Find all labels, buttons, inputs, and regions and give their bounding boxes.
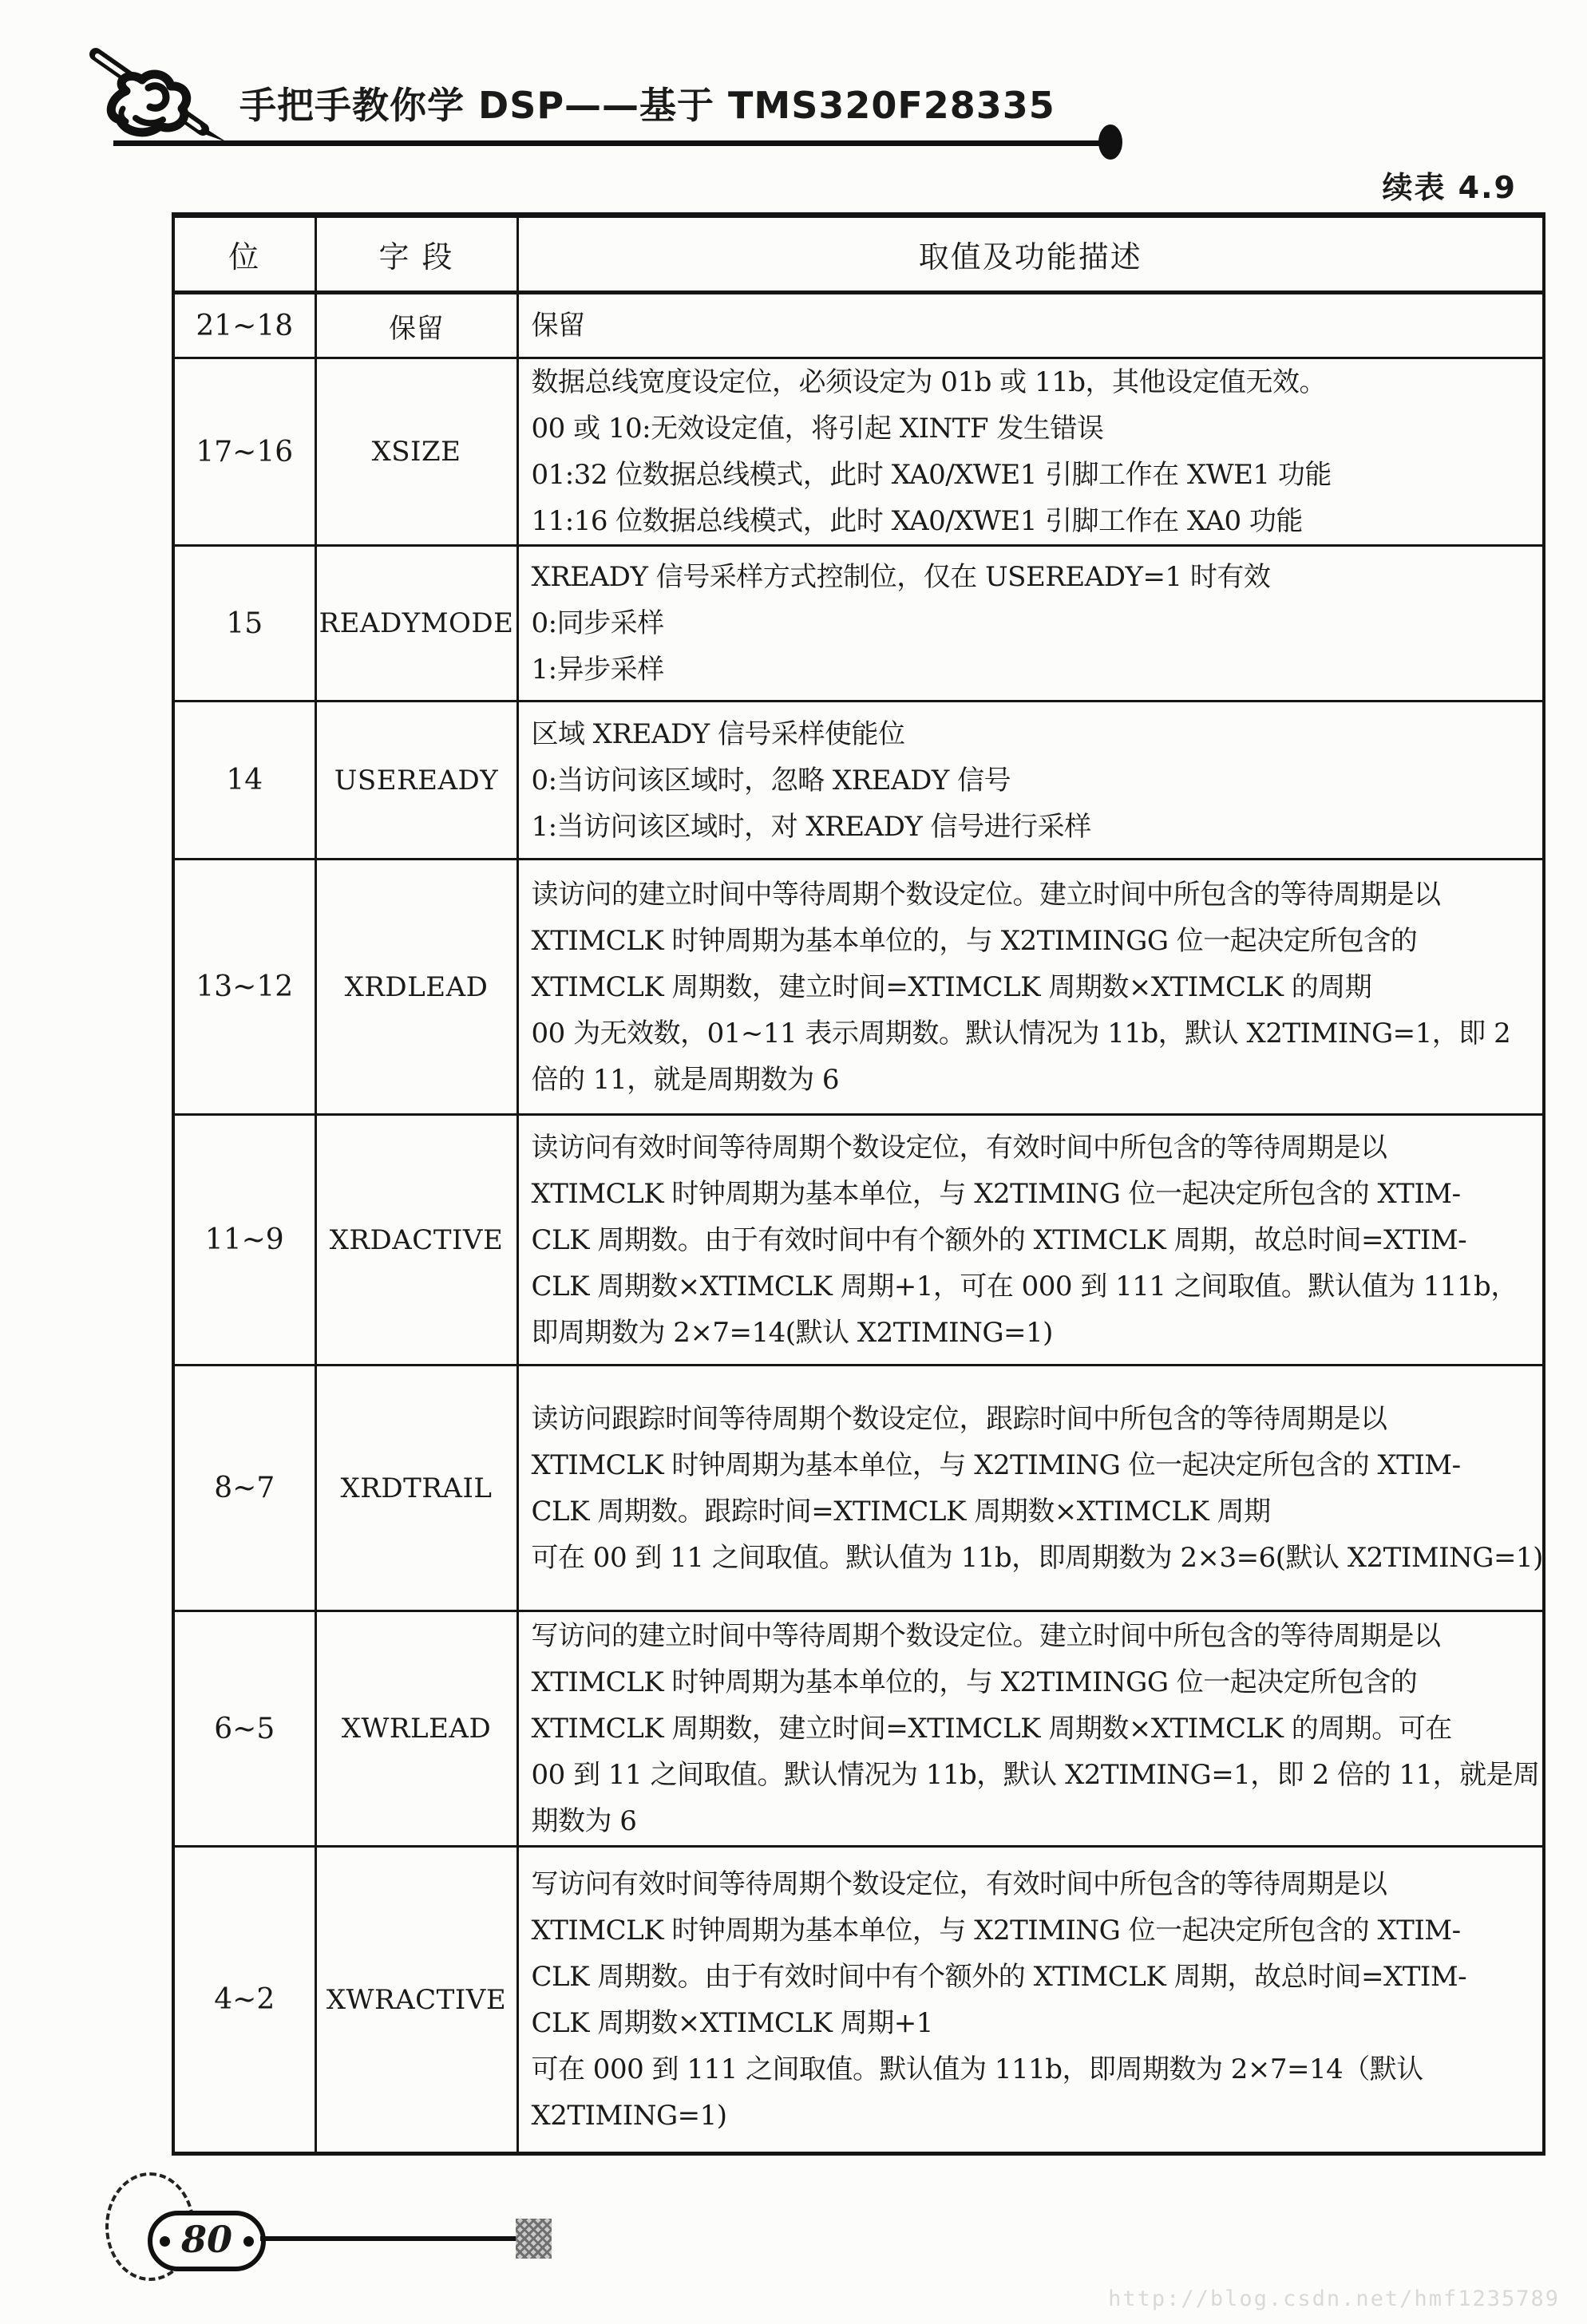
desc-line: CLK 周期数×XTIMCLK 周期+1 [531, 2006, 933, 2039]
col-header-bits: 位 [173, 215, 315, 293]
desc-line: 可在 000 到 111 之间取值。默认值为 111b，即周期数为 2×7=14（默认 [531, 2053, 1423, 2085]
hatched-square-icon [516, 2219, 552, 2259]
page-number: 80 [180, 2218, 232, 2261]
desc-cell [517, 358, 1544, 546]
desc-cell [517, 1847, 1544, 2154]
desc-cell [517, 860, 1544, 1115]
desc-cell [517, 1611, 1544, 1847]
col-header-field: 字 段 [315, 215, 517, 293]
register-bitfield-table [172, 212, 1545, 2156]
field-cell: XRDTRAIL [315, 1366, 517, 1611]
table-row [173, 546, 1544, 702]
desc-line: XTIMCLK 时钟周期为基本单位的，与 X2TIMINGG 位一起决定所包含的 [531, 924, 1418, 957]
desc-line: CLK 周期数。由于有效时间中有个额外的 XTIMCLK 周期，故总时间=XTIM- [531, 1960, 1467, 1993]
header-rule [113, 140, 1110, 146]
header-rule-end-dot [1098, 125, 1122, 160]
desc-line: 写访问有效时间等待周期个数设定位，有效时间中所包含的等待周期是以 [531, 1868, 1387, 1900]
desc-line: 倍的 11，就是周期数为 6 [531, 1063, 840, 1096]
desc-line: 00 或 10:无效设定值，将引起 XINTF 发生错误 [531, 413, 1104, 445]
desc-line: 保留 [531, 310, 585, 342]
desc-line: XTIMCLK 周期数，建立时间=XTIMCLK 周期数×XTIMCLK 的周期。可在 [531, 1713, 1452, 1745]
bits-cell: 8~7 [173, 1366, 315, 1611]
bits-cell: 11~9 [173, 1115, 315, 1366]
bits-cell: 4~2 [173, 1847, 315, 2154]
desc-line: 读访问的建立时间中等待周期个数设定位。建立时间中所包含的等待周期是以 [531, 878, 1441, 911]
book-title: 手把手教你学 DSP——基于 TMS320F28335 [239, 84, 1055, 127]
desc-cell [517, 293, 1544, 358]
desc-cell [517, 702, 1544, 860]
field-cell: XRDLEAD [315, 860, 517, 1115]
bits-cell: 17~16 [173, 358, 315, 546]
writing-hand-icon [46, 42, 260, 193]
desc-line: 0:同步采样 [531, 607, 664, 639]
table-row [173, 293, 1544, 358]
pill-right-dot [243, 2236, 254, 2247]
page-number-pill [148, 2211, 266, 2271]
table-header-row [173, 215, 1544, 293]
desc-line: 写访问的建立时间中等待周期个数设定位。建立时间中所包含的等待周期是以 [531, 1620, 1441, 1652]
table-row [173, 1115, 1544, 1366]
desc-line: 1:异步采样 [531, 654, 664, 686]
field-cell: XWRLEAD [315, 1611, 517, 1847]
desc-cell [517, 546, 1544, 702]
desc-line: XTIMCLK 时钟周期为基本单位，与 X2TIMING 位一起决定所包含的 XTIM- [531, 1449, 1461, 1481]
desc-line: 即周期数为 2×7=14(默认 X2TIMING=1) [531, 1316, 1053, 1349]
table-row [173, 1847, 1544, 2154]
field-cell: USEREADY [315, 702, 517, 860]
desc-line: X2TIMING=1) [531, 2099, 727, 2132]
desc-line: 期数为 6 [531, 1805, 637, 1837]
col-header-desc: 取值及功能描述 [517, 215, 1544, 293]
table-row [173, 358, 1544, 546]
desc-line: 00 为无效数，01~11 表示周期数。默认情况为 11b，默认 X2TIMING=1，即 2 [531, 1017, 1511, 1049]
field-cell: XRDACTIVE [315, 1115, 517, 1366]
bits-cell: 13~12 [173, 860, 315, 1115]
desc-line: 11:16 位数据总线模式，此时 XA0/XWE1 引脚工作在 XA0 功能 [531, 505, 1303, 537]
desc-line: XTIMCLK 时钟周期为基本单位，与 X2TIMING 位一起决定所包含的 XTIM- [531, 1914, 1461, 1947]
table-row [173, 860, 1544, 1115]
table-row [173, 1611, 1544, 1847]
table-row [173, 1366, 1544, 1611]
desc-line: 数据总线宽度设定位，必须设定为 01b 或 11b，其他设定值无效。 [531, 366, 1326, 398]
field-cell: 保留 [315, 293, 517, 358]
field-cell: XSIZE [315, 358, 517, 546]
desc-line: XREADY 信号采样方式控制位，仅在 USEREADY=1 时有效 [531, 561, 1271, 593]
desc-line: 读访问跟踪时间等待周期个数设定位，跟踪时间中所包含的等待周期是以 [531, 1402, 1387, 1435]
desc-line: 可在 00 到 11 之间取值。默认值为 11b，即周期数为 2×3=6(默认 X2TIMING=1) [531, 1541, 1543, 1574]
footer-rule [260, 2236, 517, 2241]
bits-cell: 21~18 [173, 293, 315, 358]
table-row [173, 702, 1544, 860]
table-caption: 续表 4.9 [1382, 170, 1517, 205]
pill-left-dot [160, 2236, 170, 2247]
desc-line: CLK 周期数×XTIMCLK 周期+1，可在 000 到 111 之间取值。默认值为 111b， [531, 1270, 1518, 1302]
desc-line: XTIMCLK 时钟周期为基本单位的，与 X2TIMINGG 位一起决定所包含的 [531, 1666, 1418, 1698]
desc-line: 区域 XREADY 信号采样使能位 [531, 717, 905, 750]
watermark-url: http://blog.csdn.net/hmf1235789 [1108, 2286, 1560, 2311]
desc-line: 1:当访问该区域时，对 XREADY 信号进行采样 [531, 810, 1091, 843]
desc-line: 00 到 11 之间取值。默认情况为 11b，默认 X2TIMING=1，即 2 倍的 11，就是周 [531, 1759, 1540, 1791]
bits-cell: 15 [173, 546, 315, 702]
bits-cell: 6~5 [173, 1611, 315, 1847]
desc-line: XTIMCLK 时钟周期为基本单位，与 X2TIMING 位一起决定所包含的 XTIM- [531, 1177, 1461, 1210]
bits-cell: 14 [173, 702, 315, 860]
desc-line: CLK 周期数。跟踪时间=XTIMCLK 周期数×XTIMCLK 周期 [531, 1495, 1271, 1528]
desc-line: 01:32 位数据总线模式，此时 XA0/XWE1 引脚工作在 XWE1 功能 [531, 459, 1332, 491]
desc-line: 读访问有效时间等待周期个数设定位，有效时间中所包含的等待周期是以 [531, 1131, 1387, 1164]
field-cell: XWRACTIVE [315, 1847, 517, 2154]
desc-line: XTIMCLK 周期数，建立时间=XTIMCLK 周期数×XTIMCLK 的周期 [531, 970, 1372, 1003]
field-cell: READYMODE [315, 546, 517, 702]
desc-line: CLK 周期数。由于有效时间中有个额外的 XTIMCLK 周期，故总时间=XTIM- [531, 1223, 1467, 1256]
desc-cell [517, 1366, 1544, 1611]
desc-line: 0:当访问该区域时，忽略 XREADY 信号 [531, 764, 1011, 796]
desc-cell [517, 1115, 1544, 1366]
